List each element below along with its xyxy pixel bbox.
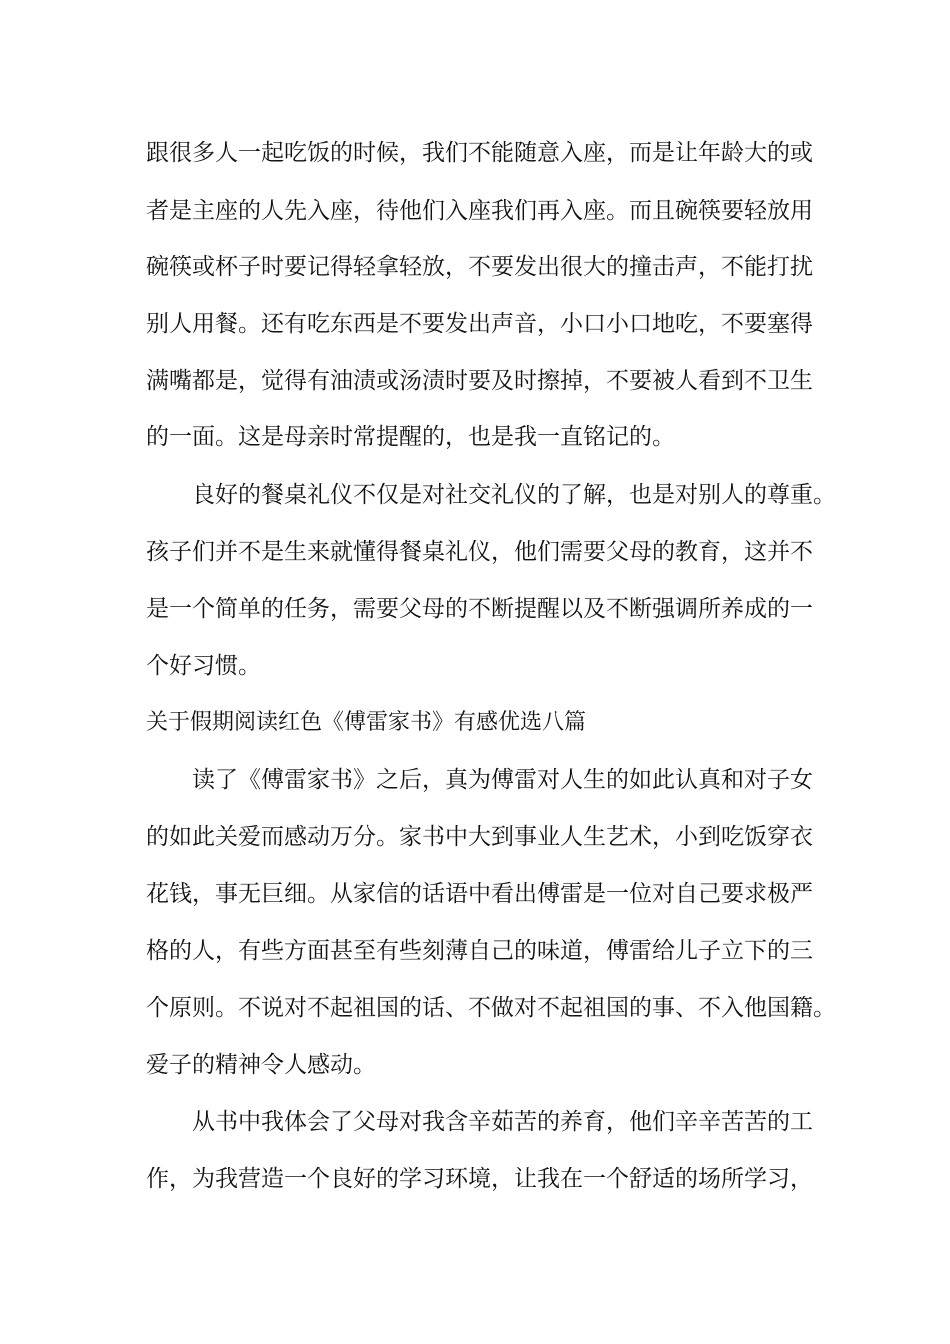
body-text-line: 个原则。不说对不起祖国的话、不做对不起祖国的事、不入他国籍。 bbox=[146, 995, 836, 1021]
body-text-line: 孩子们并不是生来就懂得餐桌礼仪，他们需要父母的教育，这并不 bbox=[146, 539, 813, 565]
body-text-line: 良好的餐桌礼仪不仅是对社交礼仪的了解，也是对别人的尊重。 bbox=[192, 482, 836, 508]
section-heading: 关于假期阅读红色《傅雷家书》有感优选八篇 bbox=[146, 710, 587, 735]
body-text-line: 碗筷或杯子时要记得轻拿轻放，不要发出很大的撞击声，不能打扰 bbox=[146, 254, 813, 280]
body-text-line: 者是主座的人先入座，待他们入座我们再入座。而且碗筷要轻放用 bbox=[146, 198, 813, 224]
body-text-line: 花钱，事无巨细。从家信的话语中看出傅雷是一位对自己要求极严 bbox=[146, 881, 813, 907]
body-text-line: 满嘴都是，觉得有油渍或汤渍时要及时擦掉，不要被人看到不卫生 bbox=[146, 368, 813, 394]
body-text-line: 个好习惯。 bbox=[146, 653, 261, 679]
body-text-line: 爱子的精神令人感动。 bbox=[146, 1052, 376, 1078]
body-text-line: 的如此关爱而感动万分。家书中大到事业人生艺术，小到吃饭穿衣 bbox=[146, 824, 813, 850]
body-text-line: 读了《傅雷家书》之后，真为傅雷对人生的如此认真和对子女 bbox=[192, 767, 813, 793]
body-text-line: 的一面。这是母亲时常提醒的，也是我一直铭记的。 bbox=[146, 424, 675, 450]
body-text-line: 作，为我营造一个良好的学习环境，让我在一个舒适的场所学习， bbox=[146, 1166, 813, 1192]
body-text-line: 是一个简单的任务，需要父母的不断提醒以及不断强调所养成的一 bbox=[146, 596, 813, 622]
body-text-line: 格的人，有些方面甚至有些刻薄自己的味道，傅雷给儿子立下的三 bbox=[146, 938, 813, 964]
body-text-line: 从书中我体会了父母对我含辛茹苦的养育，他们辛辛苦苦的工 bbox=[192, 1109, 813, 1135]
body-text-line: 跟很多人一起吃饭的时候，我们不能随意入座，而是让年龄大的或 bbox=[146, 140, 813, 166]
body-text-line: 别人用餐。还有吃东西是不要发出声音，小口小口地吃，不要塞得 bbox=[146, 311, 813, 337]
